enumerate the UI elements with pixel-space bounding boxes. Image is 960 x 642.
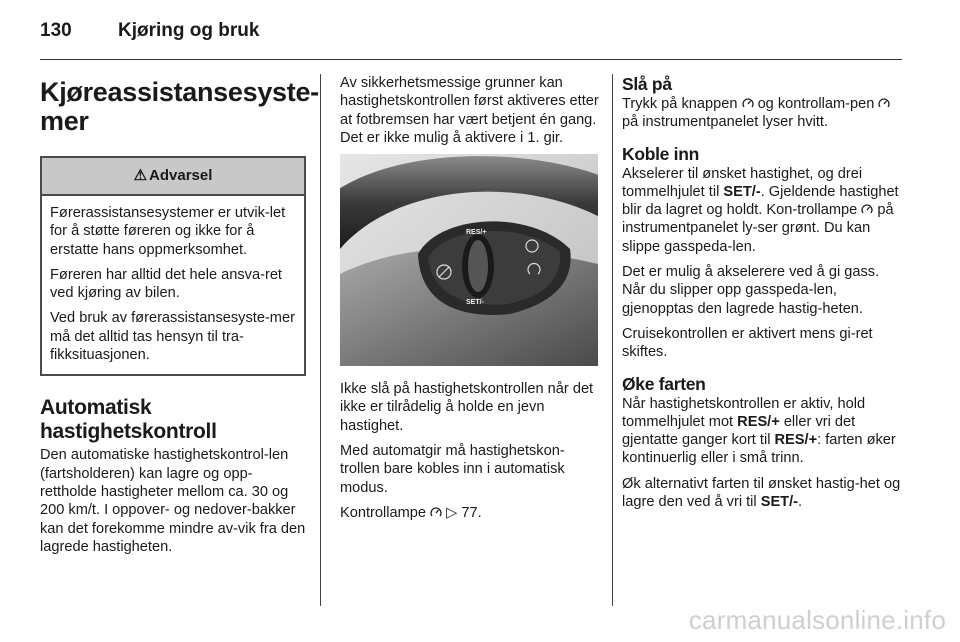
- chapter-title: Kjøring og bruk: [118, 20, 260, 41]
- warning-text-1: Førerassistansesystemer er utvik-let for å støtte føreren og ikke for å erstatte hans oppmerksomhet.: [50, 205, 286, 258]
- accelerate-paragraph: Det er mulig å akselerere ved å gi gass. Når du slipper opp gasspeda-len, gjenopptas den lagrede hastig-heten.: [622, 264, 880, 317]
- column-divider-1: [320, 74, 321, 606]
- engage-heading: Koble inn: [622, 143, 700, 164]
- warning-triangle-icon: ⚠: [133, 167, 148, 184]
- set-label: SET/-: [466, 299, 484, 307]
- automatic-paragraph: Med automatgir må hastighetskon-trollen bare kobles inn i automatisk modus.: [340, 443, 565, 496]
- intro-paragraph: Den automatiske hastighetskontrol-len (fartsholderen) kan lagre og opp-rettholde hastigheter mellom ca. 30 og 200 km/t. I oppover- og nedover-bakker kan det forekomme mindre av-vik fra den lagrede hastigheten.: [40, 447, 306, 555]
- main-heading: Kjøreassistansesyste-mer: [40, 77, 319, 136]
- watermark: carmanualsonline.info: [688, 605, 946, 635]
- warning-body: [42, 196, 304, 374]
- column-3: [622, 74, 904, 518]
- column-2: [340, 74, 602, 529]
- cruise-control-icon: [878, 98, 890, 109]
- alternative-paragraph: Øk alternativt farten til ønsket hastig-het og lagre den ved å vri til SET/-.: [622, 475, 901, 511]
- control-lamp-paragraph: Kontrollampe ▷ 77.: [340, 504, 482, 521]
- header-rule: [40, 59, 902, 60]
- caution-paragraph: Ikke slå på hastighetskontrollen når det ikke er tilrådelig å holde en jevn hastighet.: [340, 381, 594, 434]
- steering-wheel-photo: [340, 154, 598, 366]
- increase-paragraph: Når hastighetskontrollen er aktiv, hold tommelhjulet mot RES/+ eller vri det gjentatte ganger kort til RES/+: farten øker kontinuerlig eller i små trinn.: [622, 395, 896, 467]
- cruise-control-icon: [430, 507, 442, 518]
- increase-speed-heading: Øke farten: [622, 373, 706, 394]
- switch-on-paragraph: Trykk på knappen og kontrollam-pen på instrumentpanelet lyser hvitt.: [622, 95, 904, 132]
- res-label: RES/+: [466, 229, 487, 237]
- switch-on-heading: Slå på: [622, 74, 672, 94]
- cruise-control-icon: [861, 204, 873, 215]
- gear-change-paragraph: Cruisekontrollen er aktivert mens gi-ret skiftes.: [622, 325, 873, 361]
- column-1: [40, 74, 319, 563]
- cruise-control-icon: [742, 98, 754, 109]
- section-heading: Automatisk hastighetskontroll: [40, 396, 217, 444]
- engage-paragraph: Akselerer til ønsket hastighet, og drei tommelhjulet til SET/-. Gjeldende hastighet blir da lagret og holdt. Kon-trollampe på instrumentpanelet ly-ser grønt. Du kan slippe gasspeda-len.: [622, 165, 899, 255]
- warning-header: [42, 158, 304, 196]
- warning-label: Advarsel: [149, 167, 213, 184]
- warning-text-3: Ved bruk av førerassistansesyste-mer må det alltid tas hensyn til tra-fikksituasjonen.: [50, 310, 295, 364]
- warning-text-2: Føreren har alltid det hele ansva-ret ved kjøring av bilen.: [50, 266, 282, 302]
- page-number: 130: [40, 20, 72, 41]
- page-reference-arrow-icon: ▷: [446, 504, 458, 521]
- safety-paragraph: Av sikkerhetsmessige grunner kan hastighetskontrollen først aktiveres etter at fotbremsen har vært betjent én gang. Det er ikke mulig å aktivere i 1. gir.: [340, 75, 599, 146]
- column-divider-2: [612, 74, 613, 606]
- warning-box: [40, 156, 306, 376]
